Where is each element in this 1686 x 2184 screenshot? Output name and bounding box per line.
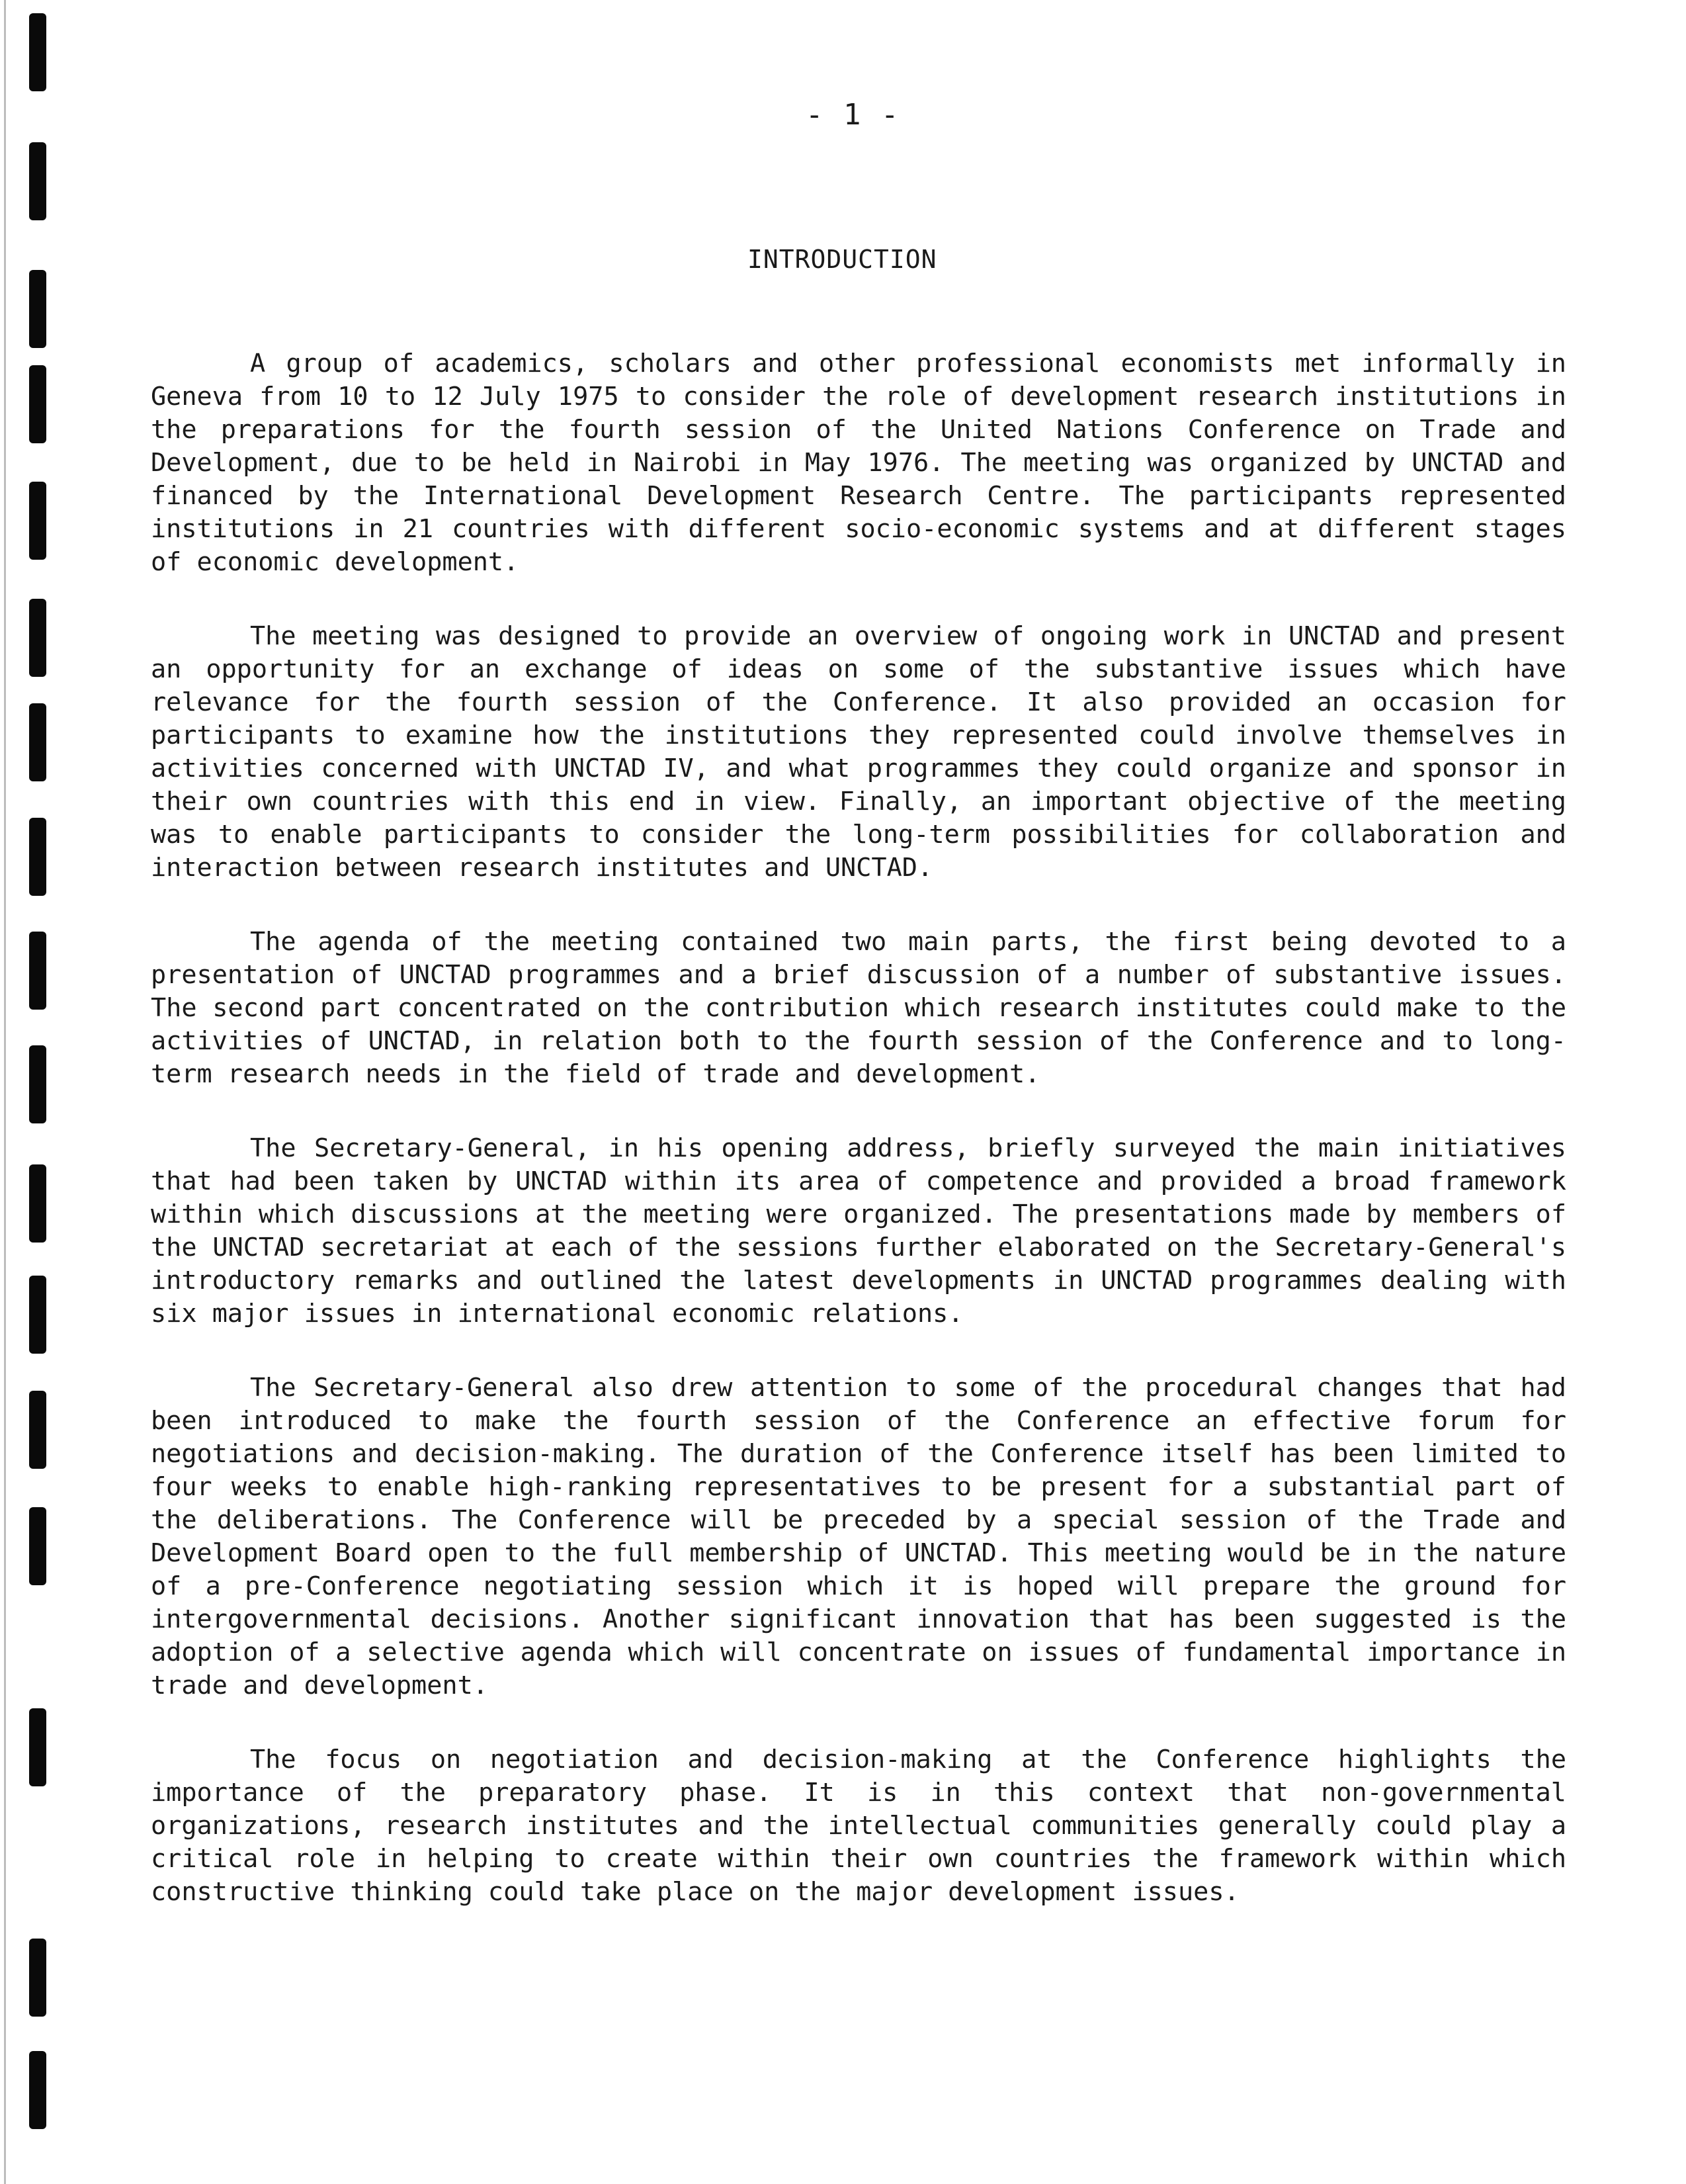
- punch-mark: [29, 1276, 46, 1354]
- punch-mark: [29, 1939, 46, 2017]
- page-edge-line: [4, 0, 6, 2184]
- body-text: [151, 347, 1566, 1950]
- punch-mark-column: [29, 0, 49, 2184]
- punch-mark: [29, 365, 46, 443]
- punch-mark: [29, 1391, 46, 1469]
- paragraph: The agenda of the meeting contained two main parts, the first being devoted to a presentation of UNCTAD programmes and a brief discussion of a number of substantive issues. The second part concentrated on the contribution which research institutes could make to the activities of UNCTAD, in relation both to the fourth session of the Conference and to long-term research needs in the field of trade and development.: [151, 927, 1566, 1089]
- punch-mark: [29, 1045, 46, 1123]
- punch-mark: [29, 482, 46, 560]
- punch-mark: [29, 1164, 46, 1243]
- punch-mark: [29, 818, 46, 896]
- paragraph: The Secretary-General, in his opening address, briefly surveyed the main initiatives that had been taken by UNCTAD within its area of competence and provided a broad framework within which discussions at the meeting were organized. The presentations made by members of the UNCTAD secretariat at each of the sessions further elaborated on the Secretary-General's introductory remarks and outlined the latest developments in UNCTAD programmes dealing with six major issues in international economic relations.: [151, 1133, 1566, 1329]
- punch-mark: [29, 1507, 46, 1585]
- punch-mark: [29, 1708, 46, 1786]
- punch-mark: [29, 13, 46, 91]
- punch-mark: [29, 703, 46, 781]
- punch-mark: [29, 599, 46, 677]
- punch-mark: [29, 142, 46, 220]
- paragraph: The Secretary-General also drew attention to some of the procedural changes that had been introduced to make the fourth session of the Conference an effective forum for negotiations and decision-making. The duration of the Conference itself has been limited to four weeks to enable high-ranking representatives to be present for a substantial part of the deliberations. The Conference will be preceded by a special session of the Trade and Development Board open to the full membership of UNCTAD. This meeting would be in the nature of a pre-Conference negotiating session which it is hoped will prepare the ground for intergovernmental decisions. Another significant innovation that has been suggested is the adoption of a selective agenda which will concentrate on issues of fundamental importance in trade and development.: [151, 1373, 1566, 1700]
- punch-mark: [29, 2051, 46, 2129]
- page-number: - 1 -: [806, 98, 900, 132]
- punch-mark: [29, 932, 46, 1010]
- punch-mark: [29, 270, 46, 348]
- paragraph: The meeting was designed to provide an overview of ongoing work in UNCTAD and present an opportunity for an exchange of ideas on some of the substantive issues which have relevance for the fourth session of the Conference. It also provided an occasion for participants to examine how the institutions they represented could involve themselves in activities concerned with UNCTAD IV, and what programmes they could organize and sponsor in their own countries with this end in view. Finally, an important objective of the meeting was to enable participants to consider the long-term possibilities for collaboration and interaction between research institutes and UNCTAD.: [151, 621, 1566, 883]
- paragraph: The focus on negotiation and decision-making at the Conference highlights the importance of the preparatory phase. It is in this context that non-governmental organizations, research institutes and the intellectual communities generally could play a critical role in helping to create within their own countries the framework within which constructive thinking could take place on the major development issues.: [151, 1745, 1566, 1907]
- paragraph: A group of academics, scholars and other professional economists met informally in Geneva from 10 to 12 July 1975 to consider the role of development research institutions in the preparations for the fourth session of the United Nations Conference on Trade and Development, due to be held in Nairobi in May 1976. The meeting was organized by UNCTAD and financed by the International Development Research Centre. The participants represented institutions in 21 countries with different socio-economic systems and at different stages of economic development.: [151, 349, 1566, 577]
- section-title: INTRODUCTION: [747, 245, 937, 274]
